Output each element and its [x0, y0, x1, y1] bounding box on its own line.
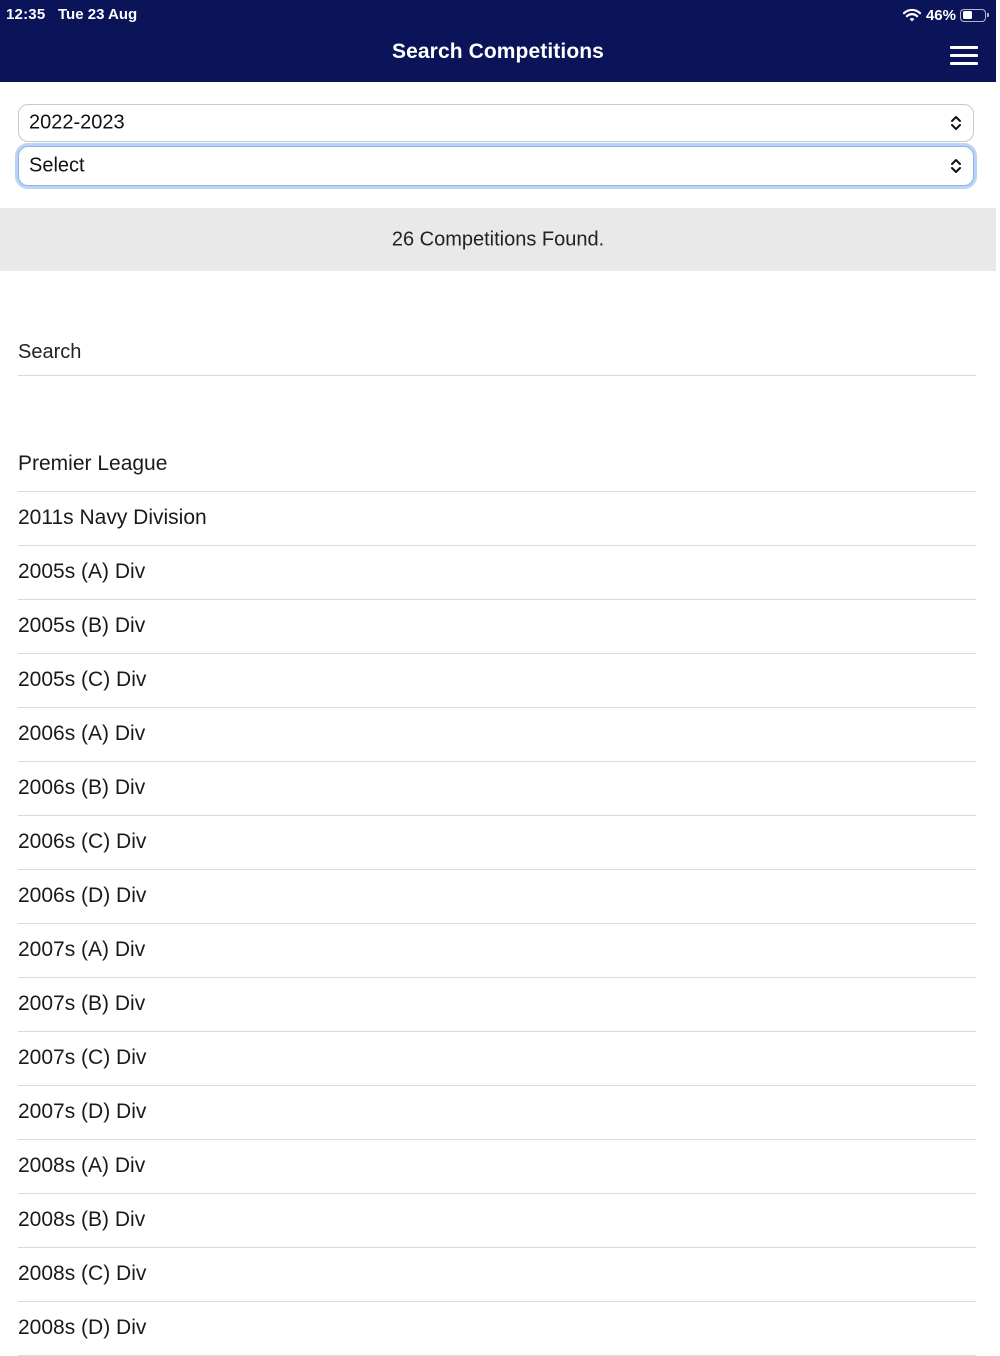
- competition-list-item[interactable]: [18, 870, 976, 924]
- competition-name: 2005s (A) Div: [18, 560, 146, 583]
- right-edge: [996, 0, 1000, 1334]
- chevron-updown-icon: [949, 156, 963, 176]
- season-select[interactable]: [18, 104, 974, 142]
- competition-list: [18, 438, 976, 1356]
- search-input[interactable]: [18, 330, 976, 376]
- competition-list-item[interactable]: [18, 1032, 976, 1086]
- competition-list-item[interactable]: [18, 1302, 976, 1356]
- competition-list-item[interactable]: [18, 1140, 976, 1194]
- competition-name: 2006s (D) Div: [18, 884, 147, 907]
- battery-icon: [960, 9, 986, 22]
- competition-name: 2008s (B) Div: [18, 1208, 146, 1231]
- competition-name: 2007s (A) Div: [18, 938, 146, 961]
- chevron-updown-icon: [949, 113, 963, 133]
- competition-name: 2011s Navy Division: [18, 506, 207, 529]
- competition-list-item[interactable]: [18, 1248, 976, 1302]
- competition-list-item[interactable]: [18, 924, 976, 978]
- results-count-text: 26 Competitions Found.: [391, 228, 605, 250]
- status-time: 12:35: [6, 6, 46, 23]
- battery-percent: 46%: [925, 6, 956, 24]
- competition-name: 2008s (A) Div: [18, 1154, 146, 1177]
- competition-list-item[interactable]: [18, 978, 976, 1032]
- competition-list-item[interactable]: [18, 1194, 976, 1248]
- app-header: [0, 0, 996, 82]
- competition-name: Premier League: [18, 452, 168, 475]
- competition-list-item[interactable]: [18, 654, 976, 708]
- competition-name: 2007s (C) Div: [18, 1046, 147, 1069]
- competition-select[interactable]: [18, 146, 974, 186]
- competition-name: 2006s (C) Div: [18, 830, 147, 853]
- competition-list-item[interactable]: [18, 1086, 976, 1140]
- results-count-banner: [0, 208, 996, 271]
- competition-name: 2008s (D) Div: [18, 1316, 147, 1339]
- wifi-icon: [902, 7, 922, 23]
- competition-name: 2005s (B) Div: [18, 614, 146, 637]
- status-date: Tue 23 Aug: [58, 6, 138, 23]
- competition-select-value: Select: [29, 154, 85, 177]
- battery-level-fill: [963, 11, 972, 19]
- competition-list-item[interactable]: [18, 762, 976, 816]
- competition-list-item[interactable]: [18, 708, 976, 762]
- competition-name: 2007s (B) Div: [18, 992, 146, 1015]
- competition-list-item[interactable]: [18, 816, 976, 870]
- competition-list-item[interactable]: [18, 600, 976, 654]
- competition-name: 2005s (C) Div: [18, 668, 147, 691]
- competition-name: 2006s (A) Div: [18, 722, 146, 745]
- competition-list-item[interactable]: [18, 438, 976, 492]
- page-title: Search Competitions: [392, 40, 604, 63]
- competition-name: 2006s (B) Div: [18, 776, 146, 799]
- hamburger-menu-icon[interactable]: [946, 42, 982, 68]
- competition-list-item[interactable]: [18, 546, 976, 600]
- status-indicators: [902, 4, 986, 26]
- competition-list-item[interactable]: [18, 492, 976, 546]
- season-select-value: 2022-2023: [29, 111, 125, 134]
- competition-name: 2007s (D) Div: [18, 1100, 147, 1123]
- competition-name: 2008s (C) Div: [18, 1262, 147, 1285]
